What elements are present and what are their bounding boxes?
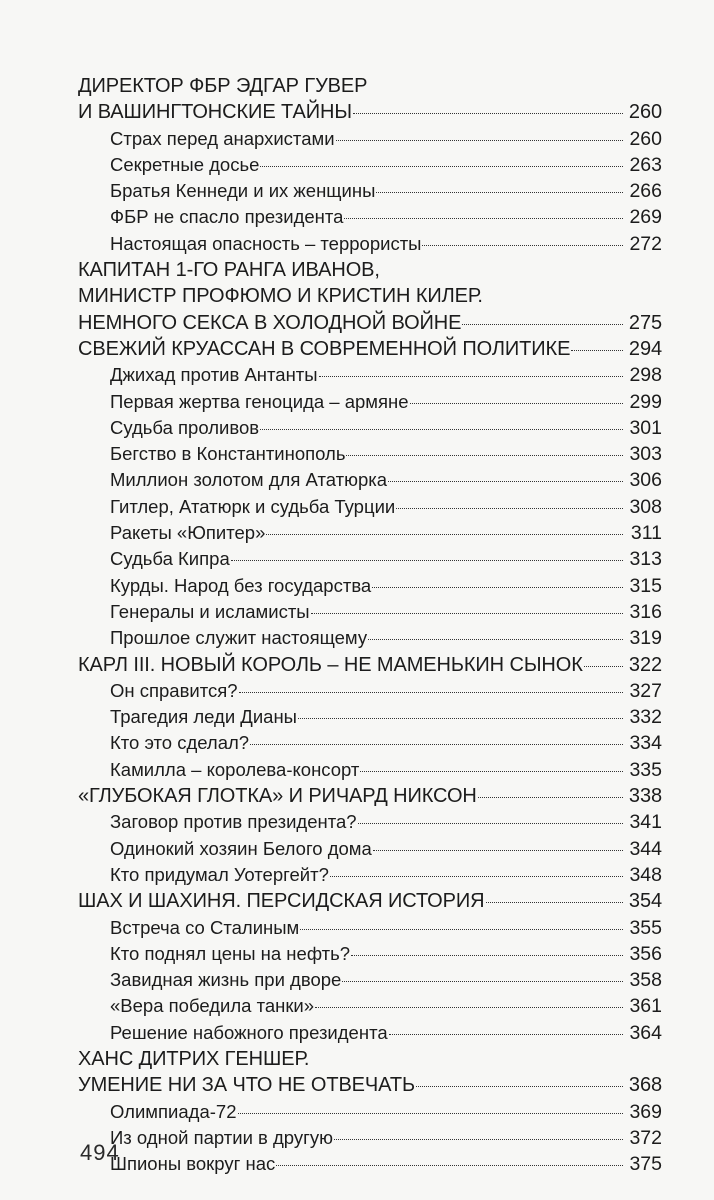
toc-entry-page: 319 [629,627,662,650]
toc-subsection-line [78,757,662,783]
toc-entry-page: 299 [629,390,662,413]
toc-entry-page: 294 [628,337,662,360]
toc-chapter-line [78,310,662,336]
dot-leader [388,481,623,482]
dot-leader [416,1086,623,1087]
toc-entry-page: 344 [629,837,662,860]
toc-subsection-line [78,730,662,756]
table-of-contents [78,73,662,1177]
toc-subsection-line [78,1099,662,1125]
toc-entry-page: 315 [629,574,662,597]
dot-leader [276,1165,623,1166]
toc-entry-title: Миллион золотом для Ататюрка [110,469,388,491]
toc-entry-title: Трагедия леди Дианы [110,706,297,728]
toc-subsection-line [78,1020,662,1046]
toc-subsection-line [78,152,662,178]
toc-subsection-line [78,441,662,467]
toc-chapter-line [78,336,662,362]
dot-leader [346,455,623,456]
toc-entry-title: «Вера победила танки» [110,995,315,1017]
toc-entry-title: Камилла – королева-консорт [110,758,360,780]
toc-entry-title: Кто это сделал? [110,732,250,754]
toc-chapter-line [78,652,662,678]
toc-entry-page: 303 [629,443,662,466]
toc-entry-page: 372 [629,1126,662,1149]
dot-leader [462,324,623,325]
toc-entry-page: 348 [629,863,662,886]
dot-leader [298,718,623,719]
toc-entry-title: Судьба Кипра [110,548,230,570]
toc-entry-page: 368 [628,1074,662,1097]
toc-subsection-line [78,546,662,572]
toc-entry-title: УМЕНИЕ НИ ЗА ЧТО НЕ ОТВЕЧАТЬ [78,1074,415,1097]
toc-entry-title: Кто придумал Уотергейт? [110,863,329,885]
toc-subsection-line [78,362,662,388]
dot-leader [422,245,623,246]
toc-entry-title: Кто поднял цены на нефть? [110,942,351,964]
dot-leader [250,744,623,745]
toc-entry-title: Гитлер, Ататюрк и судьба Турции [110,495,396,517]
dot-leader [372,587,623,588]
dot-leader [334,1139,623,1140]
toc-entry-title: Олимпиада-72 [110,1100,237,1122]
dot-leader [376,192,623,193]
toc-entry-title: ДИРЕКТОР ФБР ЭДГАР ГУВЕР [78,75,368,97]
toc-subsection-line [78,1125,662,1151]
dot-leader [410,403,623,404]
toc-subsection-line [78,967,662,993]
toc-entry-page: 358 [629,969,662,992]
toc-subsection-line [78,178,662,204]
toc-entry-page: 375 [629,1153,662,1176]
toc-subsection-line [78,704,662,730]
toc-subsection-line [78,389,662,415]
toc-entry-title: Заговор против президента? [110,811,357,833]
dot-leader [238,1113,624,1114]
toc-subsection-line [78,599,662,625]
toc-subsection-line [78,678,662,704]
toc-chapter-line [78,257,662,283]
toc-entry-title: Секретные досье [110,153,260,175]
toc-entry-page: 266 [629,180,662,203]
toc-entry-page: 301 [629,416,662,439]
dot-leader [358,823,623,824]
dot-leader [239,692,623,693]
dot-leader [396,508,623,509]
dot-leader [353,113,623,114]
dot-leader [351,955,623,956]
toc-entry-page: 316 [629,600,662,623]
toc-entry-title: Ракеты «Юпитер» [110,522,266,544]
dot-leader [344,218,623,219]
toc-subsection-line [78,809,662,835]
toc-subsection-line [78,941,662,967]
toc-entry-title: ФБР не спасло президента [110,206,344,228]
toc-subsection-line [78,836,662,862]
toc-subsection-line [78,494,662,520]
dot-leader [584,666,623,667]
toc-entry-page: 354 [628,890,662,913]
dot-leader [330,876,623,877]
toc-subsection-line [78,993,662,1019]
toc-entry-page: 306 [629,469,662,492]
toc-entry-page: 334 [629,732,662,755]
toc-entry-title: Настоящая опасность – террористы [110,232,422,254]
toc-subsection-line [78,231,662,257]
dot-leader [311,613,623,614]
toc-entry-page: 260 [629,127,662,150]
toc-subsection-line [78,862,662,888]
toc-entry-page: 355 [629,916,662,939]
toc-entry-title: ХАНС ДИТРИХ ГЕНШЕР. [78,1047,310,1070]
toc-subsection-line [78,573,662,599]
toc-entry-title: ШАХ И ШАХИНЯ. ПЕРСИДСКАЯ ИСТОРИЯ [78,890,485,913]
toc-entry-title: Первая жертва геноцида – армяне [110,390,409,412]
dot-leader [300,929,623,930]
dot-leader [319,376,623,377]
toc-entry-title: КАРЛ III. НОВЫЙ КОРОЛЬ – НЕ МАМЕНЬКИН СЫНОК [78,653,583,676]
toc-subsection-line [78,467,662,493]
toc-chapter-line [78,283,662,309]
toc-entry-title: Бегство в Константинополь [110,443,346,465]
toc-subsection-line [78,1151,662,1177]
dot-leader [373,850,623,851]
dot-leader [360,771,623,772]
toc-chapter-line [78,99,662,125]
dot-leader [368,639,623,640]
toc-subsection-line [78,625,662,651]
toc-entry-title: Судьба проливов [110,416,260,438]
toc-subsection-line [78,915,662,941]
dot-leader [266,534,623,535]
toc-entry-title: Курды. Народ без государства [110,574,372,596]
toc-entry-page: 311 [630,522,662,545]
toc-entry-title: Генералы и исламисты [110,600,310,622]
toc-entry-title: Встреча со Сталиным [110,916,300,938]
dot-leader [478,797,623,798]
toc-entry-page: 332 [629,706,662,729]
toc-entry-title: Джихад против Антанты [110,364,318,386]
toc-entry-title: Прошлое служит настоящему [110,627,368,649]
toc-subsection-line [78,126,662,152]
toc-subsection-line [78,415,662,441]
toc-entry-page: 335 [629,758,662,781]
toc-entry-title: СВЕЖИЙ КРУАССАН В СОВРЕМЕННОЙ ПОЛИТИКЕ [78,337,571,360]
toc-entry-page: 361 [629,995,662,1018]
toc-entry-title: Братья Кеннеди и их женщины [110,180,376,202]
toc-subsection-line [78,520,662,546]
dot-leader [260,166,623,167]
toc-entry-page: 260 [628,101,662,124]
toc-chapter-line [78,1046,662,1072]
toc-entry-page: 275 [628,311,662,334]
dot-leader [336,140,623,141]
toc-entry-page: 364 [629,1021,662,1044]
toc-entry-title: Завидная жизнь при дворе [110,969,342,991]
dot-leader [231,560,623,561]
toc-entry-page: 263 [629,153,662,176]
toc-entry-page: 338 [628,785,662,808]
toc-entry-page: 313 [629,548,662,571]
dot-leader [260,429,623,430]
dot-leader [486,902,624,903]
toc-entry-title: НЕМНОГО СЕКСА В ХОЛОДНОЙ ВОЙНЕ [78,311,462,334]
toc-entry-title: МИНИСТР ПРОФЮМО И КРИСТИН КИЛЕР. [78,285,483,308]
toc-entry-page: 272 [629,232,662,255]
toc-entry-title: Решение набожного президента [110,1021,388,1043]
toc-entry-title: КАПИТАН 1-ГО РАНГА ИВАНОВ, [78,259,380,282]
toc-chapter-line [78,888,662,914]
toc-entry-page: 298 [629,364,662,387]
toc-entry-page: 341 [629,811,662,834]
toc-entry-title: Шпионы вокруг нас [110,1153,276,1175]
toc-entry-page: 327 [629,679,662,702]
dot-leader [315,1007,623,1008]
toc-entry-title: Из одной партии в другую [110,1126,334,1148]
toc-entry-page: 356 [629,942,662,965]
toc-entry-page: 269 [629,206,662,229]
toc-entry-page: 369 [629,1100,662,1123]
dot-leader [571,350,623,351]
page-number: 494 [80,1140,120,1165]
toc-entry-page: 322 [628,653,662,676]
toc-entry-title: И ВАШИНГТОНСКИЕ ТАЙНЫ [78,101,352,124]
toc-entry-title: Одинокий хозяин Белого дома [110,837,372,859]
dot-leader [389,1034,623,1035]
toc-subsection-line [78,204,662,230]
toc-entry-title: Он справится? [110,679,238,701]
toc-chapter-line [78,73,662,99]
toc-entry-title: Страх перед анархистами [110,127,335,149]
dot-leader [342,981,623,982]
toc-chapter-line [78,783,662,809]
toc-entry-title: «ГЛУБОКАЯ ГЛОТКА» И РИЧАРД НИКСОН [78,785,477,808]
toc-entry-page: 308 [629,495,662,518]
toc-chapter-line [78,1072,662,1098]
